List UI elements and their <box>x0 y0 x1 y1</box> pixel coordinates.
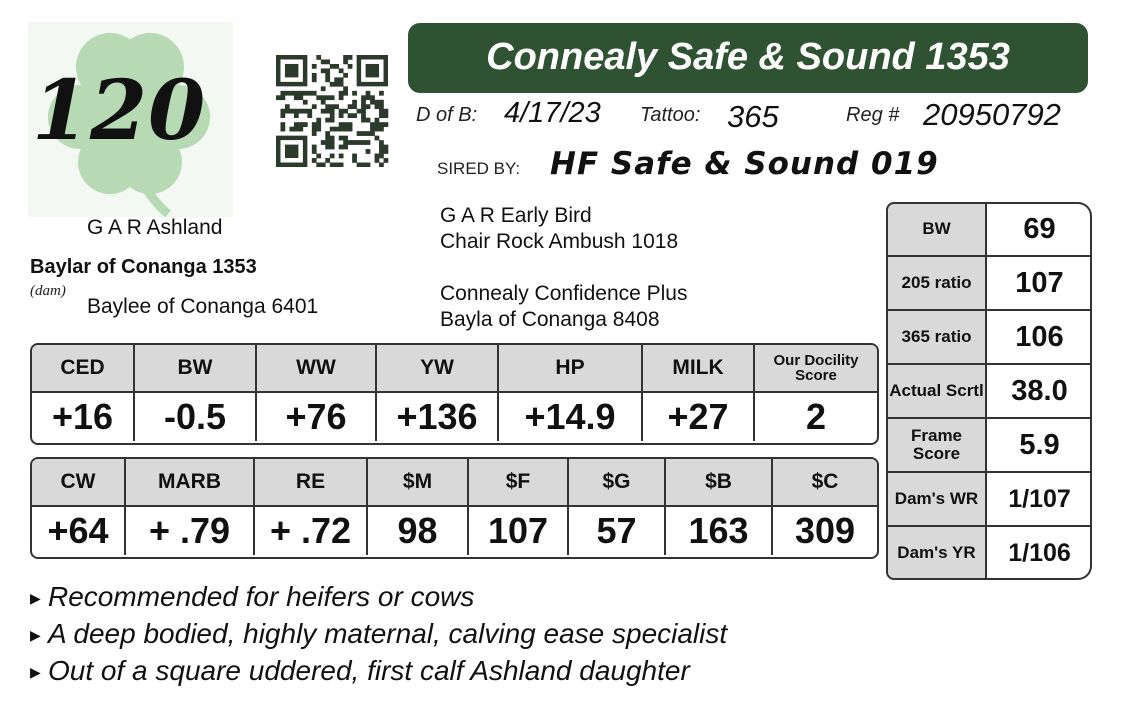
triangle-bullet-icon: ▶ <box>30 664 41 681</box>
epd-header: CED <box>32 345 135 391</box>
comment-list <box>30 578 727 689</box>
stat-value: 5.9 <box>1019 428 1060 461</box>
sire-dam-line2: Bayla of Conanga 8408 <box>440 308 660 331</box>
comment-item: ▶ Recommended for heifers or cows <box>30 578 727 615</box>
sire-sire: G A R Early Bird <box>440 204 592 227</box>
epd-header: $M <box>368 459 469 505</box>
epd-value: + .72 <box>255 507 368 555</box>
epd-value-docility: 2 <box>805 396 827 437</box>
sire-dam-line1: Connealy Confidence Plus <box>440 282 688 305</box>
epd-table-carcass <box>30 457 879 559</box>
stat-row-bw <box>886 202 1092 256</box>
epd-header: MILK <box>643 345 755 391</box>
comment-item: ▶ Out of a square uddered, first calf Ashland daughter <box>30 652 727 689</box>
triangle-bullet-icon: ▶ <box>30 590 41 607</box>
stat-label: Dam's WR <box>894 489 979 508</box>
epd-value: +136 <box>377 393 499 441</box>
dam-note: (dam) <box>30 283 66 299</box>
epd-value-row <box>32 507 877 555</box>
epd-header: RE <box>255 459 368 505</box>
epd-header: MARB <box>126 459 255 505</box>
triangle-bullet-icon: ▶ <box>30 627 41 644</box>
stat-label: 205 ratio <box>901 273 972 292</box>
epd-table-growth <box>30 343 879 445</box>
epd-header: BW <box>135 345 257 391</box>
epd-value: 107 <box>469 507 569 555</box>
epd-header-docility: Our Docility Score <box>773 352 859 384</box>
stat-row-365-ratio <box>886 310 1092 364</box>
stat-value: 1/106 <box>1008 538 1071 567</box>
sire-name: HF Safe & Sound 019 <box>550 146 939 182</box>
sired-by-label: SIRED BY: <box>437 159 521 178</box>
epd-value: 163 <box>666 507 773 555</box>
dam-dam: Baylee of Conanga 6401 <box>87 295 319 318</box>
stat-label: Dam's YR <box>897 543 976 562</box>
epd-value: +76 <box>257 393 377 441</box>
animal-name: Connealy Safe & Sound 1353 <box>486 36 1010 78</box>
epd-value: -0.5 <box>135 393 257 441</box>
epd-value: 98 <box>368 507 469 555</box>
stat-value: 38.0 <box>1011 374 1068 407</box>
lot-number: 120 <box>32 63 207 159</box>
dam-name: Baylar of Conanga 1353 <box>30 256 257 278</box>
epd-header: $F <box>469 459 569 505</box>
performance-stats-panel <box>886 202 1092 580</box>
tattoo-value: 365 <box>727 99 779 134</box>
reg-value: 20950792 <box>923 97 1061 132</box>
epd-value: +16 <box>32 393 135 441</box>
epd-header: YW <box>377 345 499 391</box>
epd-value: +64 <box>32 507 126 555</box>
epd-header: WW <box>257 345 377 391</box>
comment-item: ▶ A deep bodied, highly maternal, calving ease specialist <box>30 615 727 652</box>
epd-header-row <box>32 459 877 507</box>
stat-value: 107 <box>1015 266 1064 299</box>
stat-row-frame-score <box>886 418 1092 472</box>
stat-label: Actual Scrtl <box>889 381 984 400</box>
epd-value: 309 <box>794 510 856 551</box>
epd-header: CW <box>32 459 126 505</box>
stat-label: Frame Score <box>910 426 963 463</box>
epd-header: HP <box>499 345 643 391</box>
stat-label: BW <box>922 219 951 238</box>
epd-value: +27 <box>643 393 755 441</box>
epd-value-row <box>32 393 877 441</box>
stat-row-205-ratio <box>886 256 1092 310</box>
stat-row-dams-yr <box>886 526 1092 580</box>
birth-label: D of B: <box>416 104 478 126</box>
epd-header: $C <box>811 470 839 493</box>
tattoo-label: Tattoo: <box>640 104 701 126</box>
epd-header: $B <box>666 459 773 505</box>
epd-header: $G <box>569 459 666 505</box>
stat-row-dams-wr <box>886 472 1092 526</box>
stat-value: 69 <box>1023 212 1056 245</box>
stat-value: 106 <box>1015 320 1064 353</box>
epd-value: + .79 <box>126 507 255 555</box>
birth-value: 4/17/23 <box>504 97 601 129</box>
sire-dam-sire: Chair Rock Ambush 1018 <box>440 230 679 253</box>
epd-value: 57 <box>569 507 666 555</box>
dam-sire: G A R Ashland <box>87 216 223 239</box>
reg-label: Reg # <box>846 104 900 126</box>
qr-code-icon[interactable] <box>276 55 390 167</box>
epd-header-row <box>32 345 877 393</box>
stat-label: 365 ratio <box>901 327 972 346</box>
epd-value: +14.9 <box>499 393 643 441</box>
stat-row-scrotal <box>886 364 1092 418</box>
stat-value: 1/107 <box>1008 484 1071 513</box>
